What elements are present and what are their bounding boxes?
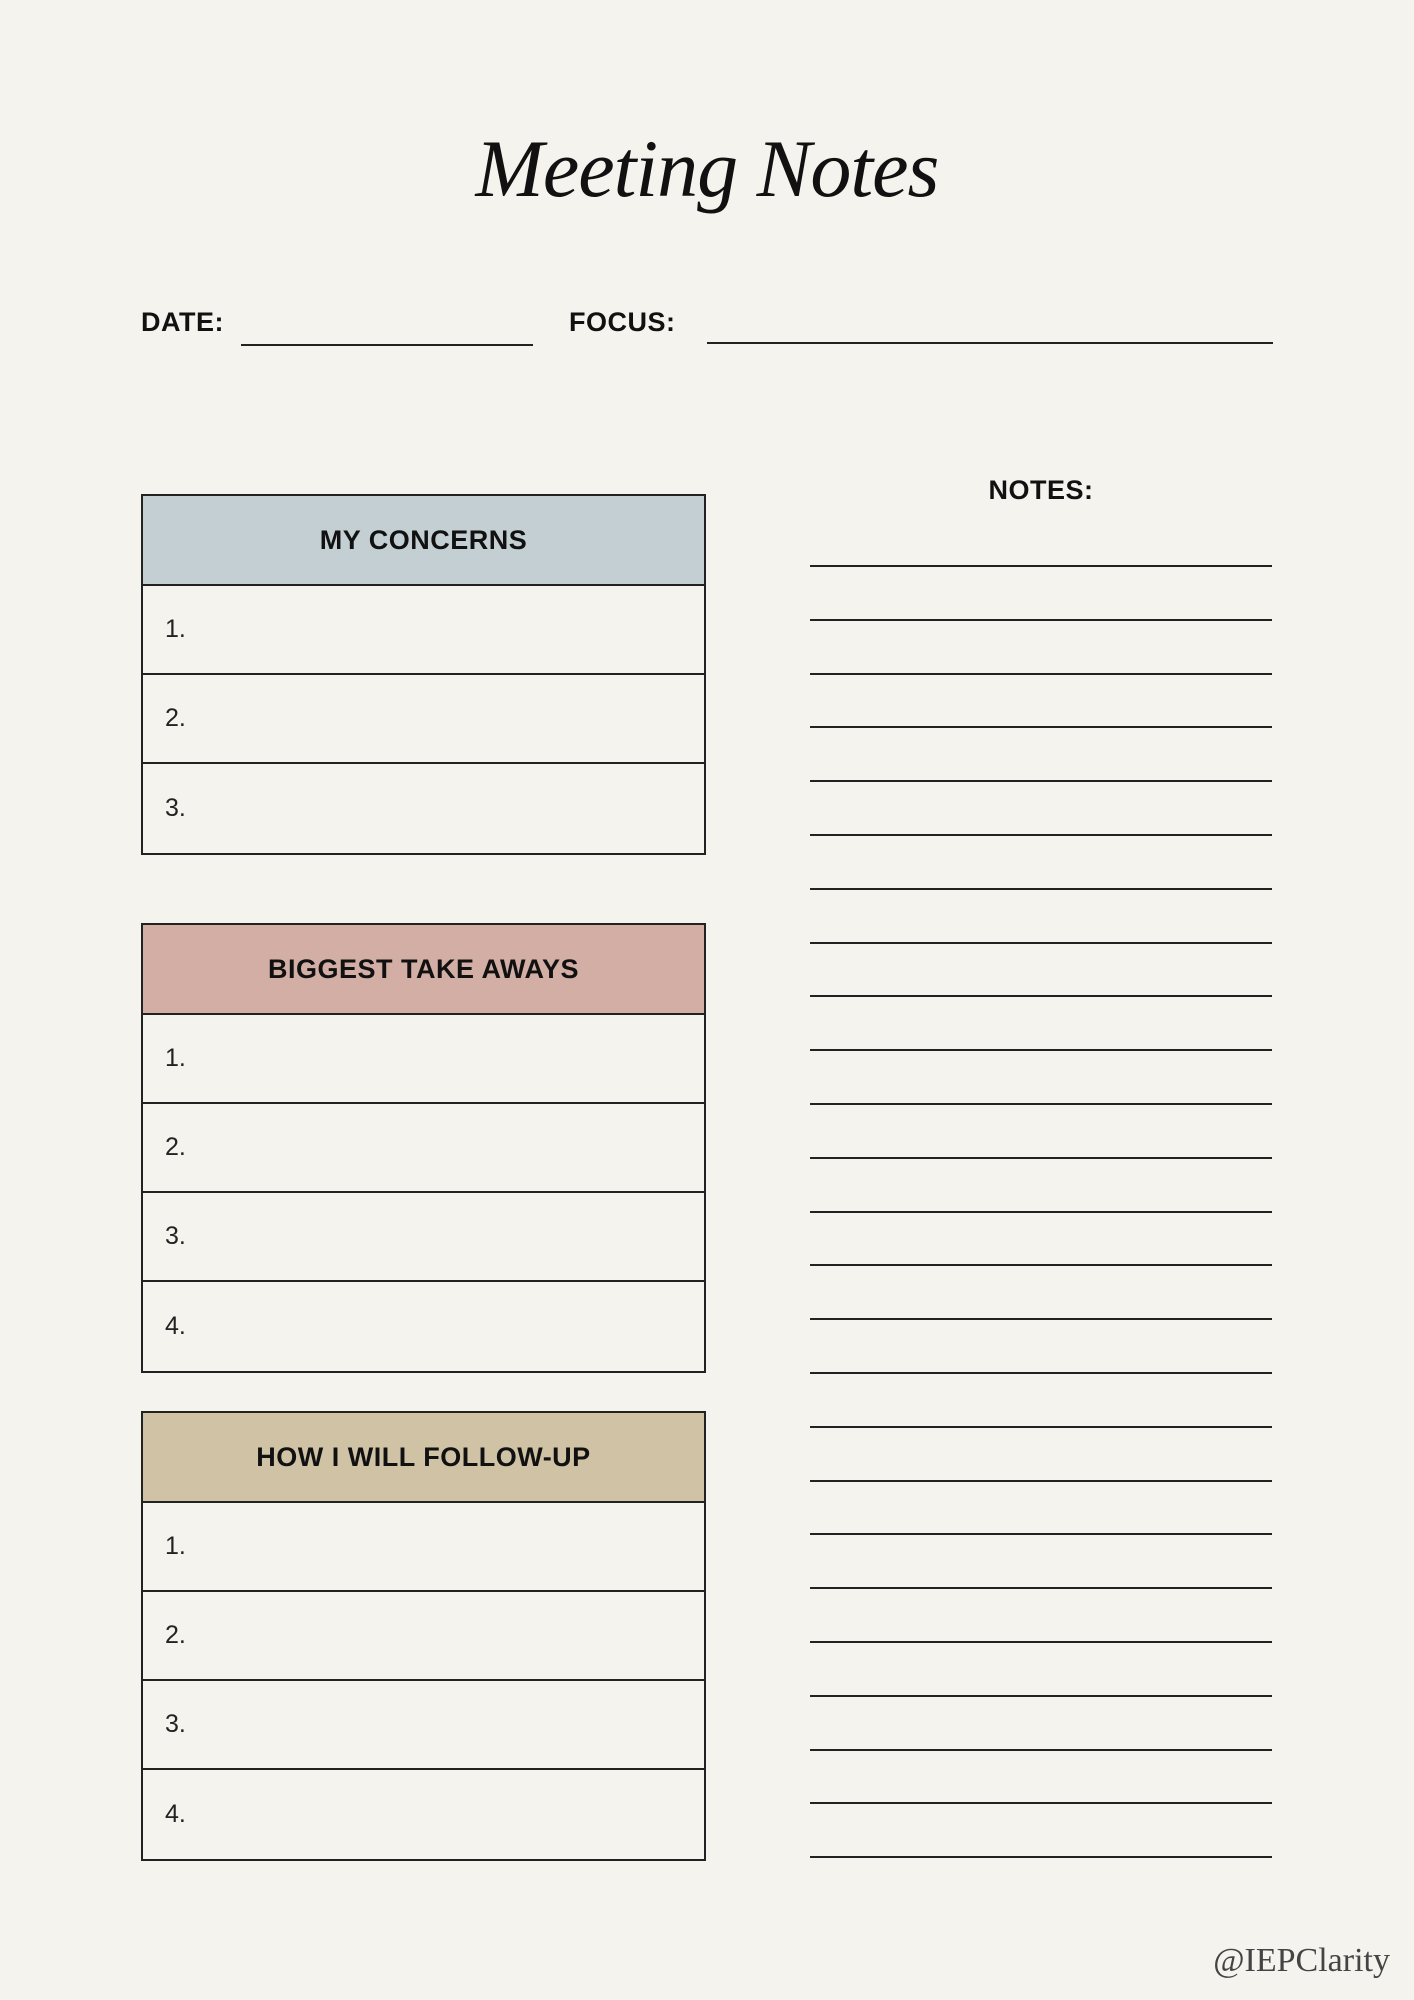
notes-line[interactable] [810,1103,1272,1105]
notes-line[interactable] [810,1587,1272,1589]
notes-line[interactable] [810,1372,1272,1374]
notes-line[interactable] [810,1049,1272,1051]
notes-line[interactable] [810,1533,1272,1535]
notes-line[interactable] [810,619,1272,621]
notes-line[interactable] [810,673,1272,675]
notes-line[interactable] [810,1695,1272,1697]
takeaways-row-1[interactable]: 1. [143,1015,704,1104]
notes-line[interactable] [810,995,1272,997]
followup-row-3[interactable]: 3. [143,1681,704,1770]
followup-row-1[interactable]: 1. [143,1503,704,1592]
followup-table [141,1411,706,1861]
notes-line[interactable] [810,1641,1272,1643]
notes-line[interactable] [810,888,1272,890]
notes-line[interactable] [810,1157,1272,1159]
notes-line[interactable] [810,1802,1272,1804]
notes-label: NOTES: [988,475,1094,505]
date-input-line[interactable] [241,344,533,346]
notes-line[interactable] [810,1318,1272,1320]
notes-line[interactable] [810,1480,1272,1482]
notes-line[interactable] [810,942,1272,944]
notes-line[interactable] [810,1856,1272,1858]
concerns-row-2[interactable]: 2. [143,675,704,764]
concerns-header: MY CONCERNS [143,496,704,586]
takeaways-table [141,923,706,1373]
takeaways-row-2[interactable]: 2. [143,1104,704,1193]
watermark: @IEPClarity [1213,1942,1390,1979]
concerns-table [141,494,706,855]
notes-line[interactable] [810,726,1272,728]
page-title: Meeting Notes [475,123,939,214]
followup-row-4[interactable]: 4. [165,1800,186,1828]
date-label: DATE: [141,307,224,337]
focus-input-line[interactable] [707,342,1273,344]
concerns-row-3[interactable]: 3. [165,794,186,822]
notes-line[interactable] [810,1264,1272,1266]
notes-line[interactable] [810,834,1272,836]
takeaways-header: BIGGEST TAKE AWAYS [143,925,704,1015]
followup-row-2[interactable]: 2. [143,1592,704,1681]
notes-line[interactable] [810,1426,1272,1428]
takeaways-row-4[interactable]: 4. [165,1312,186,1340]
concerns-row-1[interactable]: 1. [143,586,704,675]
notes-line[interactable] [810,1211,1272,1213]
focus-label: FOCUS: [569,307,676,337]
notes-line[interactable] [810,1749,1272,1751]
takeaways-row-3[interactable]: 3. [143,1193,704,1282]
notes-line[interactable] [810,780,1272,782]
followup-header: HOW I WILL FOLLOW-UP [143,1413,704,1503]
notes-line[interactable] [810,565,1272,567]
